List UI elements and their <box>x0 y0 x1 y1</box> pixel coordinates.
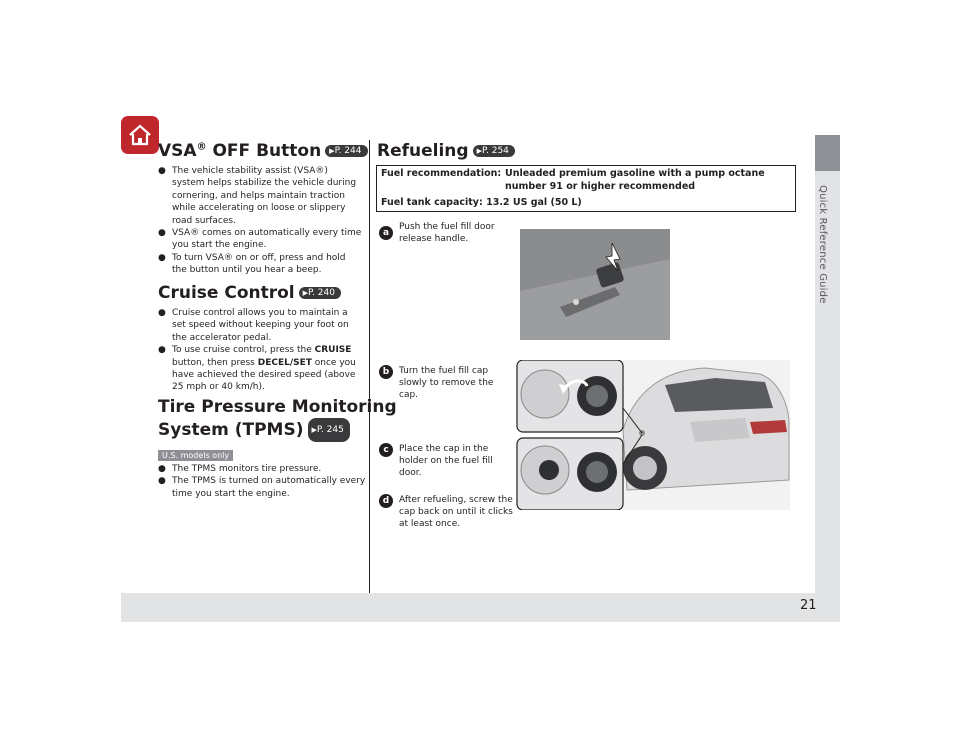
tpms-bullets <box>158 463 368 500</box>
list-item: ● To use cruise control, press the CRUISE button, then press DECEL/SET once you have achieved the desired speed (above 25 mph or 40 km/h). <box>158 344 363 394</box>
fuel-info-box <box>376 165 796 212</box>
side-index-tab[interactable] <box>815 135 840 171</box>
step-number: b <box>379 365 393 379</box>
step-4 <box>379 488 393 508</box>
footer-band <box>121 593 840 622</box>
tpms-page-ref[interactable]: ▶ P. 245 <box>308 418 350 442</box>
vsa-page-ref[interactable]: ▶ P. 244 <box>325 145 367 157</box>
step-text: Push the fuel fill door release handle. <box>399 222 495 244</box>
release-handle-photo <box>520 229 670 340</box>
step-number: d <box>379 494 393 508</box>
list-item: ● Cruise control allows you to maintain a set speed without keeping your foot on the accelerator pedal. <box>158 307 363 344</box>
step-1 <box>379 220 393 240</box>
cruise-section <box>158 283 363 394</box>
list-item: ● VSA® comes on automatically every time you start the engine. <box>158 227 363 252</box>
side-index-label: Quick Reference Guide <box>817 185 828 304</box>
fuel-rec-label: Fuel recommendation: <box>381 168 502 179</box>
list-item: ● The TPMS monitors tire pressure. <box>158 463 368 475</box>
step-text: Turn the fuel fill cap slowly to remove the cap. <box>399 366 494 400</box>
fuel-cap-photo <box>515 360 790 510</box>
step-number: a <box>379 226 393 240</box>
vsa-section <box>158 141 363 277</box>
step-text: After refueling, screw the cap back on until it clicks at least once. <box>399 495 513 529</box>
fuel-capacity: Fuel tank capacity: 13.2 US gal (50 L) <box>381 197 582 208</box>
cruise-bullets <box>158 307 363 394</box>
cruise-page-ref[interactable]: ▶ P. 240 <box>299 287 341 299</box>
fuel-rec-value-2: number 91 or higher recommended <box>505 181 696 192</box>
list-item: ● To turn VSA® on or off, press and hold the button until you hear a beep. <box>158 252 363 277</box>
refueling-heading: Refueling▶ P. 254 <box>377 141 515 161</box>
vsa-bullets <box>158 165 363 277</box>
list-item: ● The vehicle stability assist (VSA®) system helps stabilize the vehicle during cornering, and helps maintain traction while accelerating on loose or slippery road surfaces. <box>158 165 363 227</box>
refueling-heading-wrap <box>377 141 515 161</box>
step-text: Place the cap in the holder on the fuel fill door. <box>399 444 493 478</box>
step-2 <box>379 359 393 379</box>
step-number: c <box>379 443 393 457</box>
page-number: 21 <box>800 598 817 613</box>
refueling-page-ref[interactable]: ▶ P. 254 <box>473 145 515 157</box>
home-icon[interactable] <box>121 116 159 154</box>
fuel-rec-value-1: Unleaded premium gasoline with a pump octane <box>505 168 765 179</box>
tpms-section <box>158 396 397 500</box>
list-item: ● The TPMS is turned on automatically every time you start the engine. <box>158 475 368 500</box>
tpms-heading: Tire Pressure Monitoring System (TPMS)▶ P. 245 <box>158 396 368 442</box>
models-badge: U.S. models only <box>158 450 233 461</box>
step-3 <box>379 437 393 457</box>
column-divider <box>369 140 370 593</box>
vsa-heading: VSA® OFF Button▶ P. 244 <box>158 141 363 161</box>
cruise-heading: Cruise Control▶ P. 240 <box>158 283 363 303</box>
